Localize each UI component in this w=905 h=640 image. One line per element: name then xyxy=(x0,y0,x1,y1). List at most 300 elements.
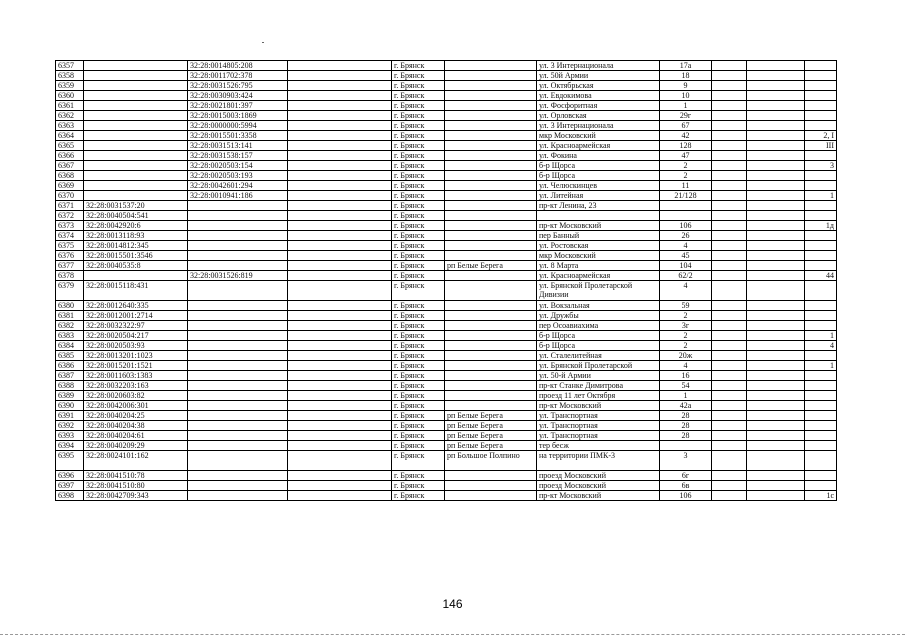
settlement-cell xyxy=(445,331,537,341)
extra-3-cell xyxy=(805,391,837,401)
settlement-cell xyxy=(445,481,537,491)
table-row xyxy=(56,191,837,201)
cadastral-number-land-cell: 32:28:0032203:163 xyxy=(84,381,188,391)
settlement-cell: рп Белые Берега xyxy=(445,441,537,451)
extra-2-cell xyxy=(747,361,805,371)
empty-column-cell xyxy=(288,171,392,181)
extra-1-cell xyxy=(712,331,747,341)
row-number-cell: 6361 xyxy=(56,101,84,111)
extra-2-cell xyxy=(747,341,805,351)
empty-column-cell xyxy=(288,351,392,361)
cadastral-number-land-cell: 32:28:0012640:335 xyxy=(84,301,188,311)
cadastral-number-building-cell: 32:28:0014805:208 xyxy=(188,61,288,71)
extra-3-cell xyxy=(805,181,837,191)
empty-column-cell xyxy=(288,131,392,141)
extra-1-cell xyxy=(712,131,747,141)
street-cell: б-р Щорса xyxy=(537,331,660,341)
row-number-cell: 6363 xyxy=(56,121,84,131)
settlement-cell xyxy=(445,61,537,71)
cadastral-number-building-cell xyxy=(188,451,288,471)
cadastral-number-building-cell: 32:28:0031513:141 xyxy=(188,141,288,151)
empty-column-cell xyxy=(288,451,392,471)
empty-column-cell xyxy=(288,61,392,71)
row-number-cell: 6398 xyxy=(56,491,84,501)
row-number-cell: 6381 xyxy=(56,311,84,321)
extra-2-cell xyxy=(747,91,805,101)
extra-2-cell xyxy=(747,301,805,311)
row-number-cell: 6392 xyxy=(56,421,84,431)
row-number-cell: 6366 xyxy=(56,151,84,161)
city-cell: г. Брянск xyxy=(392,221,445,231)
cadastral-number-land-cell xyxy=(84,81,188,91)
street-cell: ул. Фосфоритная xyxy=(537,101,660,111)
table-row xyxy=(56,391,837,401)
extra-3-cell xyxy=(805,411,837,421)
table-row xyxy=(56,261,837,271)
city-cell: г. Брянск xyxy=(392,381,445,391)
extra-3-cell: 1д xyxy=(805,221,837,231)
settlement-cell xyxy=(445,131,537,141)
row-number-cell: 6365 xyxy=(56,141,84,151)
extra-1-cell xyxy=(712,361,747,371)
table-row xyxy=(56,281,837,301)
cadastral-number-land-cell: 32:28:0013201:1023 xyxy=(84,351,188,361)
house-number-cell: 42 xyxy=(660,131,712,141)
cadastral-number-building-cell: 32:28:0031526:819 xyxy=(188,271,288,281)
house-number-cell: 26 xyxy=(660,231,712,241)
cadastral-number-land-cell: 32:28:0020603:82 xyxy=(84,391,188,401)
empty-column-cell xyxy=(288,491,392,501)
empty-column-cell xyxy=(288,431,392,441)
city-cell: г. Брянск xyxy=(392,161,445,171)
row-number-cell: 6391 xyxy=(56,411,84,421)
row-number-cell: 6389 xyxy=(56,391,84,401)
registry-table-body xyxy=(56,61,837,501)
extra-1-cell xyxy=(712,481,747,491)
cadastral-number-land-cell xyxy=(84,71,188,81)
table-row xyxy=(56,421,837,431)
cadastral-number-building-cell xyxy=(188,381,288,391)
city-cell: г. Брянск xyxy=(392,101,445,111)
extra-1-cell xyxy=(712,321,747,331)
cadastral-number-land-cell xyxy=(84,161,188,171)
cadastral-number-building-cell xyxy=(188,401,288,411)
empty-column-cell xyxy=(288,161,392,171)
street-cell: пер Банный xyxy=(537,231,660,241)
extra-2-cell xyxy=(747,261,805,271)
cadastral-number-building-cell xyxy=(188,301,288,311)
street-cell: ул. Транспортная xyxy=(537,411,660,421)
empty-column-cell xyxy=(288,221,392,231)
settlement-cell xyxy=(445,111,537,121)
settlement-cell xyxy=(445,221,537,231)
extra-2-cell xyxy=(747,281,805,301)
extra-3-cell xyxy=(805,71,837,81)
street-cell: ул. 50-й Армии xyxy=(537,371,660,381)
city-cell: г. Брянск xyxy=(392,471,445,481)
extra-2-cell xyxy=(747,421,805,431)
registry-table-container xyxy=(55,60,836,501)
extra-2-cell xyxy=(747,141,805,151)
row-number-cell: 6375 xyxy=(56,241,84,251)
settlement-cell xyxy=(445,151,537,161)
extra-3-cell xyxy=(805,311,837,321)
table-row xyxy=(56,311,837,321)
row-number-cell: 6379 xyxy=(56,281,84,301)
extra-2-cell xyxy=(747,71,805,81)
empty-column-cell xyxy=(288,141,392,151)
empty-column-cell xyxy=(288,121,392,131)
street-cell: ул. Брянской Пролетарской Дивизии xyxy=(537,281,660,301)
empty-column-cell xyxy=(288,271,392,281)
extra-2-cell xyxy=(747,211,805,221)
empty-column-cell xyxy=(288,401,392,411)
table-row xyxy=(56,341,837,351)
settlement-cell xyxy=(445,361,537,371)
extra-1-cell xyxy=(712,101,747,111)
extra-1-cell xyxy=(712,61,747,71)
empty-column-cell xyxy=(288,341,392,351)
city-cell: г. Брянск xyxy=(392,451,445,471)
extra-3-cell: III xyxy=(805,141,837,151)
street-cell: ул. 8 Марта xyxy=(537,261,660,271)
cadastral-number-land-cell xyxy=(84,171,188,181)
settlement-cell xyxy=(445,181,537,191)
extra-3-cell xyxy=(805,471,837,481)
table-row xyxy=(56,411,837,421)
city-cell: г. Брянск xyxy=(392,231,445,241)
settlement-cell xyxy=(445,321,537,331)
cadastral-number-land-cell xyxy=(84,101,188,111)
city-cell: г. Брянск xyxy=(392,301,445,311)
empty-column-cell xyxy=(288,381,392,391)
cadastral-number-building-cell xyxy=(188,491,288,501)
cadastral-number-building-cell xyxy=(188,341,288,351)
empty-column-cell xyxy=(288,301,392,311)
row-number-cell: 6384 xyxy=(56,341,84,351)
house-number-cell: 54 xyxy=(660,381,712,391)
settlement-cell xyxy=(445,121,537,131)
cadastral-number-building-cell xyxy=(188,331,288,341)
table-row xyxy=(56,81,837,91)
house-number-cell: 47 xyxy=(660,151,712,161)
street-cell: ул. Красноармейская xyxy=(537,271,660,281)
extra-1-cell xyxy=(712,351,747,361)
street-cell: ул. Фокина xyxy=(537,151,660,161)
row-number-cell: 6396 xyxy=(56,471,84,481)
house-number-cell: 45 xyxy=(660,251,712,261)
house-number-cell: 67 xyxy=(660,121,712,131)
extra-2-cell xyxy=(747,131,805,141)
cadastral-number-land-cell xyxy=(84,61,188,71)
table-row xyxy=(56,161,837,171)
street-cell: мкр Московский xyxy=(537,131,660,141)
cadastral-number-building-cell: 32:28:0011702:378 xyxy=(188,71,288,81)
extra-3-cell xyxy=(805,351,837,361)
settlement-cell xyxy=(445,271,537,281)
street-cell: пр-кт Московский xyxy=(537,401,660,411)
extra-1-cell xyxy=(712,451,747,471)
house-number-cell: 6в xyxy=(660,481,712,491)
cadastral-number-land-cell xyxy=(84,91,188,101)
street-cell xyxy=(537,211,660,221)
extra-3-cell xyxy=(805,111,837,121)
settlement-cell xyxy=(445,91,537,101)
extra-1-cell xyxy=(712,241,747,251)
empty-column-cell xyxy=(288,91,392,101)
street-cell: ул. Сталелитейная xyxy=(537,351,660,361)
row-number-cell: 6369 xyxy=(56,181,84,191)
house-number-cell: 29г xyxy=(660,111,712,121)
extra-3-cell: 1 xyxy=(805,331,837,341)
settlement-cell xyxy=(445,81,537,91)
settlement-cell xyxy=(445,401,537,411)
city-cell: г. Брянск xyxy=(392,211,445,221)
table-row xyxy=(56,441,837,451)
street-cell: мкр Московский xyxy=(537,251,660,261)
empty-column-cell xyxy=(288,181,392,191)
street-cell: пр-кт Станке Димитрова xyxy=(537,381,660,391)
extra-3-cell xyxy=(805,251,837,261)
cadastral-number-land-cell xyxy=(84,191,188,201)
city-cell: г. Брянск xyxy=(392,131,445,141)
house-number-cell: 62/2 xyxy=(660,271,712,281)
cadastral-number-land-cell: 32:28:0015201:1521 xyxy=(84,361,188,371)
street-cell: пер Осоавиахима xyxy=(537,321,660,331)
cadastral-number-building-cell: 32:28:0031538:157 xyxy=(188,151,288,161)
extra-3-cell xyxy=(805,481,837,491)
row-number-cell: 6371 xyxy=(56,201,84,211)
street-cell: ул. 50й Армии xyxy=(537,71,660,81)
extra-3-cell xyxy=(805,281,837,301)
extra-1-cell xyxy=(712,191,747,201)
city-cell: г. Брянск xyxy=(392,71,445,81)
table-row xyxy=(56,481,837,491)
empty-column-cell xyxy=(288,201,392,211)
extra-1-cell xyxy=(712,431,747,441)
table-row xyxy=(56,131,837,141)
cadastral-number-land-cell xyxy=(84,141,188,151)
house-number-cell: 106 xyxy=(660,221,712,231)
row-number-cell: 6386 xyxy=(56,361,84,371)
city-cell: г. Брянск xyxy=(392,421,445,431)
house-number-cell xyxy=(660,201,712,211)
house-number-cell: 2 xyxy=(660,331,712,341)
house-number-cell: 2 xyxy=(660,311,712,321)
extra-1-cell xyxy=(712,221,747,231)
scan-speck xyxy=(262,42,264,43)
extra-1-cell xyxy=(712,471,747,481)
settlement-cell: рп Большое Полпино xyxy=(445,451,537,471)
empty-column-cell xyxy=(288,261,392,271)
extra-2-cell xyxy=(747,251,805,261)
cadastral-number-land-cell: 32:28:0014812:345 xyxy=(84,241,188,251)
extra-2-cell xyxy=(747,371,805,381)
cadastral-number-building-cell xyxy=(188,241,288,251)
extra-3-cell xyxy=(805,421,837,431)
row-number-cell: 6368 xyxy=(56,171,84,181)
settlement-cell xyxy=(445,141,537,151)
row-number-cell: 6394 xyxy=(56,441,84,451)
street-cell: ул. Транспортная xyxy=(537,421,660,431)
cadastral-number-land-cell: 32:28:0012001:2714 xyxy=(84,311,188,321)
house-number-cell: 3 xyxy=(660,451,712,471)
row-number-cell: 6395 xyxy=(56,451,84,471)
extra-2-cell xyxy=(747,331,805,341)
table-row xyxy=(56,251,837,261)
row-number-cell: 6362 xyxy=(56,111,84,121)
row-number-cell: 6378 xyxy=(56,271,84,281)
extra-2-cell xyxy=(747,381,805,391)
table-row xyxy=(56,121,837,131)
extra-3-cell: 1 xyxy=(805,361,837,371)
table-row xyxy=(56,211,837,221)
row-number-cell: 6364 xyxy=(56,131,84,141)
cadastral-number-building-cell xyxy=(188,351,288,361)
cadastral-number-building-cell xyxy=(188,471,288,481)
extra-3-cell xyxy=(805,231,837,241)
cadastral-number-land-cell xyxy=(84,121,188,131)
house-number-cell: 17а xyxy=(660,61,712,71)
extra-1-cell xyxy=(712,121,747,131)
house-number-cell: 10 xyxy=(660,91,712,101)
page-number: 146 xyxy=(442,597,463,611)
extra-1-cell xyxy=(712,251,747,261)
cadastral-number-land-cell: 32:28:0042006:301 xyxy=(84,401,188,411)
city-cell: г. Брянск xyxy=(392,351,445,361)
extra-2-cell xyxy=(747,411,805,421)
extra-2-cell xyxy=(747,151,805,161)
city-cell: г. Брянск xyxy=(392,151,445,161)
house-number-cell: 28 xyxy=(660,411,712,421)
extra-2-cell xyxy=(747,321,805,331)
row-number-cell: 6359 xyxy=(56,81,84,91)
city-cell: г. Брянск xyxy=(392,201,445,211)
cadastral-number-building-cell xyxy=(188,481,288,491)
extra-3-cell: 3 xyxy=(805,161,837,171)
extra-1-cell xyxy=(712,161,747,171)
settlement-cell xyxy=(445,341,537,351)
extra-2-cell xyxy=(747,481,805,491)
extra-1-cell xyxy=(712,181,747,191)
house-number-cell xyxy=(660,211,712,221)
extra-3-cell xyxy=(805,211,837,221)
table-row xyxy=(56,331,837,341)
settlement-cell xyxy=(445,241,537,251)
table-row xyxy=(56,401,837,411)
house-number-cell: 20ж xyxy=(660,351,712,361)
city-cell: г. Брянск xyxy=(392,441,445,451)
city-cell: г. Брянск xyxy=(392,431,445,441)
extra-3-cell xyxy=(805,451,837,471)
extra-3-cell xyxy=(805,151,837,161)
table-row xyxy=(56,151,837,161)
settlement-cell xyxy=(445,491,537,501)
settlement-cell: рп Белые Берега xyxy=(445,421,537,431)
house-number-cell: 1 xyxy=(660,391,712,401)
cadastral-number-building-cell xyxy=(188,261,288,271)
cadastral-number-land-cell xyxy=(84,271,188,281)
street-cell: б-р Щорса xyxy=(537,171,660,181)
extra-1-cell xyxy=(712,301,747,311)
street-cell: ул. Литейная xyxy=(537,191,660,201)
registry-table xyxy=(55,60,837,501)
extra-1-cell xyxy=(712,311,747,321)
house-number-cell: 2 xyxy=(660,171,712,181)
street-cell: ул. Ростовская xyxy=(537,241,660,251)
city-cell: г. Брянск xyxy=(392,181,445,191)
street-cell: ул. Октябрьская xyxy=(537,81,660,91)
settlement-cell xyxy=(445,281,537,301)
cadastral-number-land-cell xyxy=(84,131,188,141)
cadastral-number-land-cell: 32:28:0020503:93 xyxy=(84,341,188,351)
cadastral-number-building-cell xyxy=(188,231,288,241)
extra-2-cell xyxy=(747,491,805,501)
city-cell: г. Брянск xyxy=(392,311,445,321)
cadastral-number-land-cell: 32:28:0040204:25 xyxy=(84,411,188,421)
settlement-cell xyxy=(445,171,537,181)
extra-3-cell xyxy=(805,121,837,131)
empty-column-cell xyxy=(288,331,392,341)
extra-3-cell xyxy=(805,301,837,311)
empty-column-cell xyxy=(288,481,392,491)
extra-3-cell xyxy=(805,431,837,441)
extra-2-cell xyxy=(747,201,805,211)
city-cell: г. Брянск xyxy=(392,281,445,301)
extra-1-cell xyxy=(712,201,747,211)
table-row xyxy=(56,321,837,331)
table-row xyxy=(56,431,837,441)
extra-1-cell xyxy=(712,391,747,401)
cadastral-number-building-cell xyxy=(188,311,288,321)
extra-3-cell xyxy=(805,241,837,251)
row-number-cell: 6387 xyxy=(56,371,84,381)
row-number-cell: 6372 xyxy=(56,211,84,221)
house-number-cell: 59 xyxy=(660,301,712,311)
street-cell: проезд Московский xyxy=(537,481,660,491)
table-row xyxy=(56,171,837,181)
cadastral-number-building-cell: 32:28:0015501:3358 xyxy=(188,131,288,141)
house-number-cell: 16 xyxy=(660,371,712,381)
empty-column-cell xyxy=(288,111,392,121)
extra-2-cell xyxy=(747,61,805,71)
cadastral-number-land-cell: 32:28:0015501:3546 xyxy=(84,251,188,261)
extra-3-cell xyxy=(805,201,837,211)
cadastral-number-building-cell: 32:28:0020503:193 xyxy=(188,171,288,181)
city-cell: г. Брянск xyxy=(392,371,445,381)
cadastral-number-building-cell: 32:28:0010941:186 xyxy=(188,191,288,201)
table-row xyxy=(56,451,837,471)
extra-2-cell xyxy=(747,311,805,321)
extra-1-cell xyxy=(712,141,747,151)
extra-1-cell xyxy=(712,341,747,351)
extra-1-cell xyxy=(712,111,747,121)
street-cell: ул. Вокзальная xyxy=(537,301,660,311)
settlement-cell xyxy=(445,71,537,81)
table-row xyxy=(56,351,837,361)
row-number-cell: 6390 xyxy=(56,401,84,411)
extra-3-cell: 1с xyxy=(805,491,837,501)
cadastral-number-building-cell: 32:28:0030903:424 xyxy=(188,91,288,101)
empty-column-cell xyxy=(288,361,392,371)
cadastral-number-land-cell: 32:28:0041510:80 xyxy=(84,481,188,491)
street-cell: ул. Евдокимова xyxy=(537,91,660,101)
empty-column-cell xyxy=(288,421,392,431)
settlement-cell xyxy=(445,231,537,241)
row-number-cell: 6382 xyxy=(56,321,84,331)
settlement-cell xyxy=(445,391,537,401)
extra-2-cell xyxy=(747,221,805,231)
